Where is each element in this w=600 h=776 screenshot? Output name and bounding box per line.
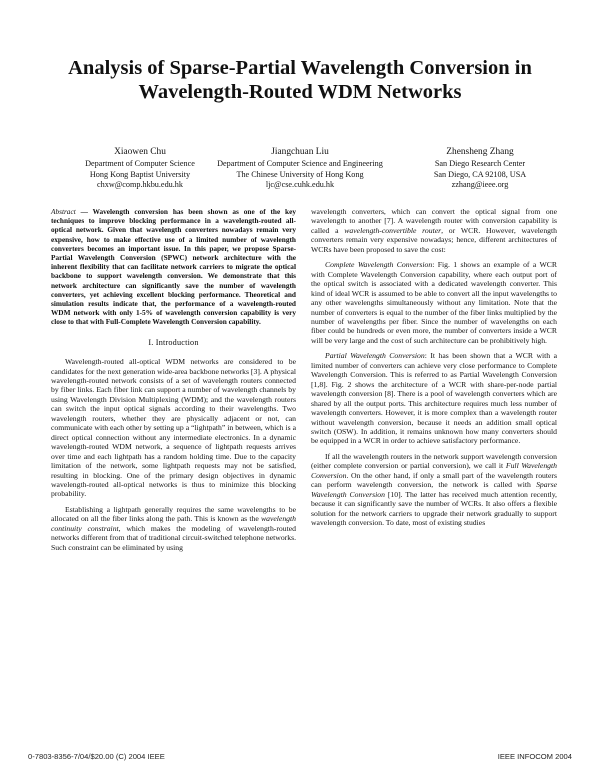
footer-copyright: 0-7803-8356-7/04/$20.00 (C) 2004 IEEE <box>28 752 165 761</box>
author-3 <box>400 146 560 191</box>
footer-conference: IEEE INFOCOM 2004 <box>497 752 572 761</box>
author-affiliation: San Diego Research Center <box>434 159 526 168</box>
paragraph: Partial Wavelength Conversion: It has been shown that a WCR with a limited number of converters can achieve very close performance to Complete Wavelength Conversion. This is referred to as Partial Wavelength Conversion [1,8]. Fig. 2 shows the architecture of a WCR with share-per-node partial wavelength conversion [8]. There is a pool of wavelength converters which are shared by all the output ports. This architecture requires much less number of wavelength converters. However, it is more complex than a wavelength router without wavelength conversion, because it needs an addition small optical switch (OSW). In addition, it remains unknown how many converters should be equipped in a WCR in order to achieve satisfactory performance. <box>311 351 557 446</box>
section-heading: I. Introduction <box>148 337 199 347</box>
author-affiliation: Department of Computer Science and Engineering <box>217 159 383 168</box>
author-2 <box>198 146 402 191</box>
paper-title: Analysis of Sparse-Partial Wavelength Conversion in Wavelength-Routed WDM Networks <box>68 57 532 103</box>
paragraph: Wavelength-routed all-optical WDM networks are considered to be candidates for the next generation wide-area backbone networks [3]. A physical wavelength-routed network consists of a set of wavelength routers connected by fiber links. Each fiber link can support a number of wavelength channels by using Wavelength Division Multiplexing (WDM); and the wavelength routers can switch the input optical signals according to their wavelengths. Two wavelength routers, whether they are physically adjacent or not, can communicate with each other by setting up a “lightpath” in between, which is a direct optical connection without any intermediate electronics. In a dynamic wavelength-routed WDM network, a sequence of lightpath requests arrives over time and each lightpath has a random holding time. Due to the capacity limitation of the network, some lightpath requests may not be satisfied, resulting in blocking. One of the primary design objectives in dynamic wavelength-routed all-optical networks is thus to minimize this blocking probability. <box>51 357 296 499</box>
right-column <box>311 207 557 534</box>
author-affiliation: The Chinese University of Hong Kong <box>236 169 364 179</box>
abstract <box>51 207 296 327</box>
author-email: zzhang@ieee.org <box>451 180 509 190</box>
paragraph: Complete Wavelength Conversion: Fig. 1 shows an example of a WCR with Complete Wavelength Conversion capability, where each output port of the optical switch is associated with a dedicated wavelength converter. This kind of ideal WCR is assumed to be able to convert all the input wavelengths to any other wavelengths simultaneously without any limitation. Note that the number of converters is equal to the number of the fiber links multiplied by the number of wavelengths per fiber. Since the number of wavelengths on each fiber could be hundreds or even more, the number of converters inside a WCR will be very large and the cost of such architecture can be prohibitively high. <box>311 260 557 345</box>
author-affiliation: San Diego, CA 92108, USA <box>433 169 527 179</box>
left-column <box>51 207 296 558</box>
author-affiliation: Department of Computer Science <box>85 159 195 168</box>
author-affiliation: Hong Kong Baptist University <box>89 169 191 179</box>
author-name: Jiangchuan Liu <box>271 147 329 157</box>
author-name: Xiaowen Chu <box>114 147 166 157</box>
paragraph: If all the wavelength routers in the network support wavelength conversion (either complete conversion or partial conversion), we call it Full Wavelength Conversion. On the other hand, if only a small part of the wavelength routers can perform wavelength conversion, the network is called with Sparse Wavelength Conversion [10]. The latter has received much attention recently, because it can significantly save the number of WCRs. It also offers a flexible solution for the network carriers to upgrade their network gradually to support wavelength conversion. To date, most of existing studies <box>311 451 557 528</box>
abstract-text: — Wavelength conversion has been shown as one of the key techniques to improve blocking performance in a wavelength-routed all-optical network. Given that wavelength converters nowadays remain very expensive, how to make effective use of a limited number of wavelength converters becomes an important issue. In this paper, we propose Sparse-Partial Wavelength Conversion (SPWC) network architecture with the inherent flexibility that can facilitate network carriers to migrate the optical backbone to support wavelength conversion. We demonstrate that this network architecture can significantly save the number of wavelength converters, yet achieving excellent blocking performance. Theoretical and simulation results indicate that, the performance of a wavelength-routed WDM network with only 1-5% of wavelength conversion capability is very close to that with Full-Complete Wavelength Conversion capability. <box>51 207 296 327</box>
author-1 <box>60 146 220 191</box>
author-email: ljc@cse.cuhk.edu.hk <box>265 180 335 190</box>
paragraph: wavelength converters, which can convert the optical signal from one wavelength to another [7]. A wavelength router with conversion capability is called a wavelength-convertible router, or WCR. However, wavelength converters remain very expensive nowadays; hence, different architectures of WCRs have been proposed to save the cost: <box>311 207 557 254</box>
author-email: chxw@comp.hkbu.edu.hk <box>97 180 183 190</box>
paragraph: Establishing a lightpath generally requires the same wavelengths to be allocated on all the fiber links along the path. This is known as the wavelength continuity constraint, which makes the modeling of wavelength-routed networks different from that of traditional circuit-switched telephone networks. Such constraint can be eliminated by using <box>51 504 296 552</box>
author-name: Zhensheng Zhang <box>446 147 514 157</box>
abstract-label: Abstract <box>51 207 76 216</box>
